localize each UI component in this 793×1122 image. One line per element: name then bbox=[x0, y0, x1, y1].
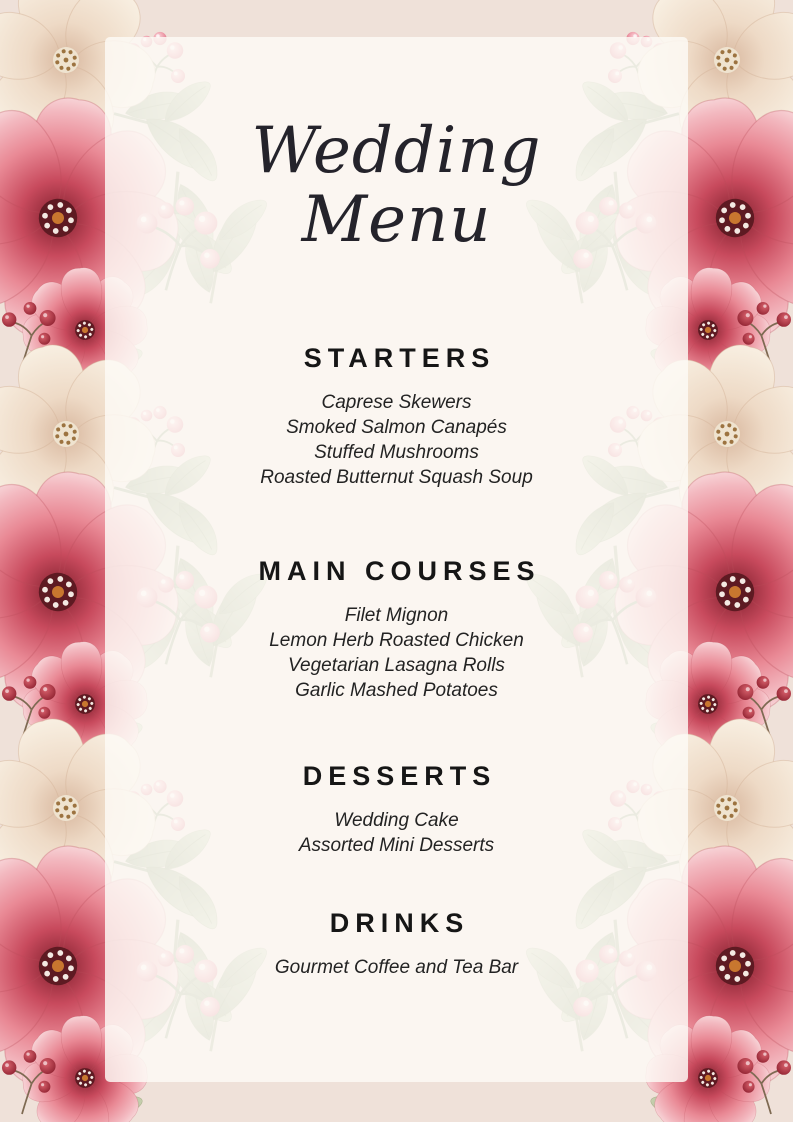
menu-section-main-courses bbox=[105, 556, 688, 703]
title-line-2: Menu bbox=[301, 183, 492, 257]
menu-item: Vegetarian Lasagna Rolls bbox=[288, 655, 505, 676]
section-heading-main-courses: MAIN COURSES bbox=[258, 556, 541, 586]
title-line-1: Wedding bbox=[251, 114, 542, 188]
menu-item: Filet Mignon bbox=[344, 605, 449, 626]
section-heading-desserts: DESSERTS bbox=[302, 761, 497, 791]
main-courses-items bbox=[105, 603, 688, 703]
drinks-items bbox=[105, 955, 688, 980]
starters-items bbox=[105, 390, 688, 490]
menu-section-starters bbox=[105, 343, 688, 490]
menu-item: Caprese Skewers bbox=[321, 392, 472, 413]
menu-panel bbox=[105, 37, 688, 1082]
section-heading-drinks: DRINKS bbox=[329, 908, 470, 938]
menu-item: Garlic Mashed Potatoes bbox=[295, 680, 498, 701]
menu-section-desserts bbox=[105, 761, 688, 858]
menu-item: Smoked Salmon Canapés bbox=[286, 417, 507, 438]
menu-section-drinks bbox=[105, 908, 688, 980]
menu-title bbox=[105, 114, 688, 257]
section-heading-starters: STARTERS bbox=[303, 343, 496, 373]
menu-item: Assorted Mini Desserts bbox=[298, 835, 495, 856]
menu-item: Gourmet Coffee and Tea Bar bbox=[274, 957, 519, 978]
menu-content bbox=[105, 37, 688, 1082]
desserts-items bbox=[105, 808, 688, 858]
menu-item: Wedding Cake bbox=[334, 810, 459, 831]
menu-item: Stuffed Mushrooms bbox=[314, 442, 479, 463]
menu-item: Lemon Herb Roasted Chicken bbox=[269, 630, 524, 651]
menu-item: Roasted Butternut Squash Soup bbox=[260, 467, 533, 488]
